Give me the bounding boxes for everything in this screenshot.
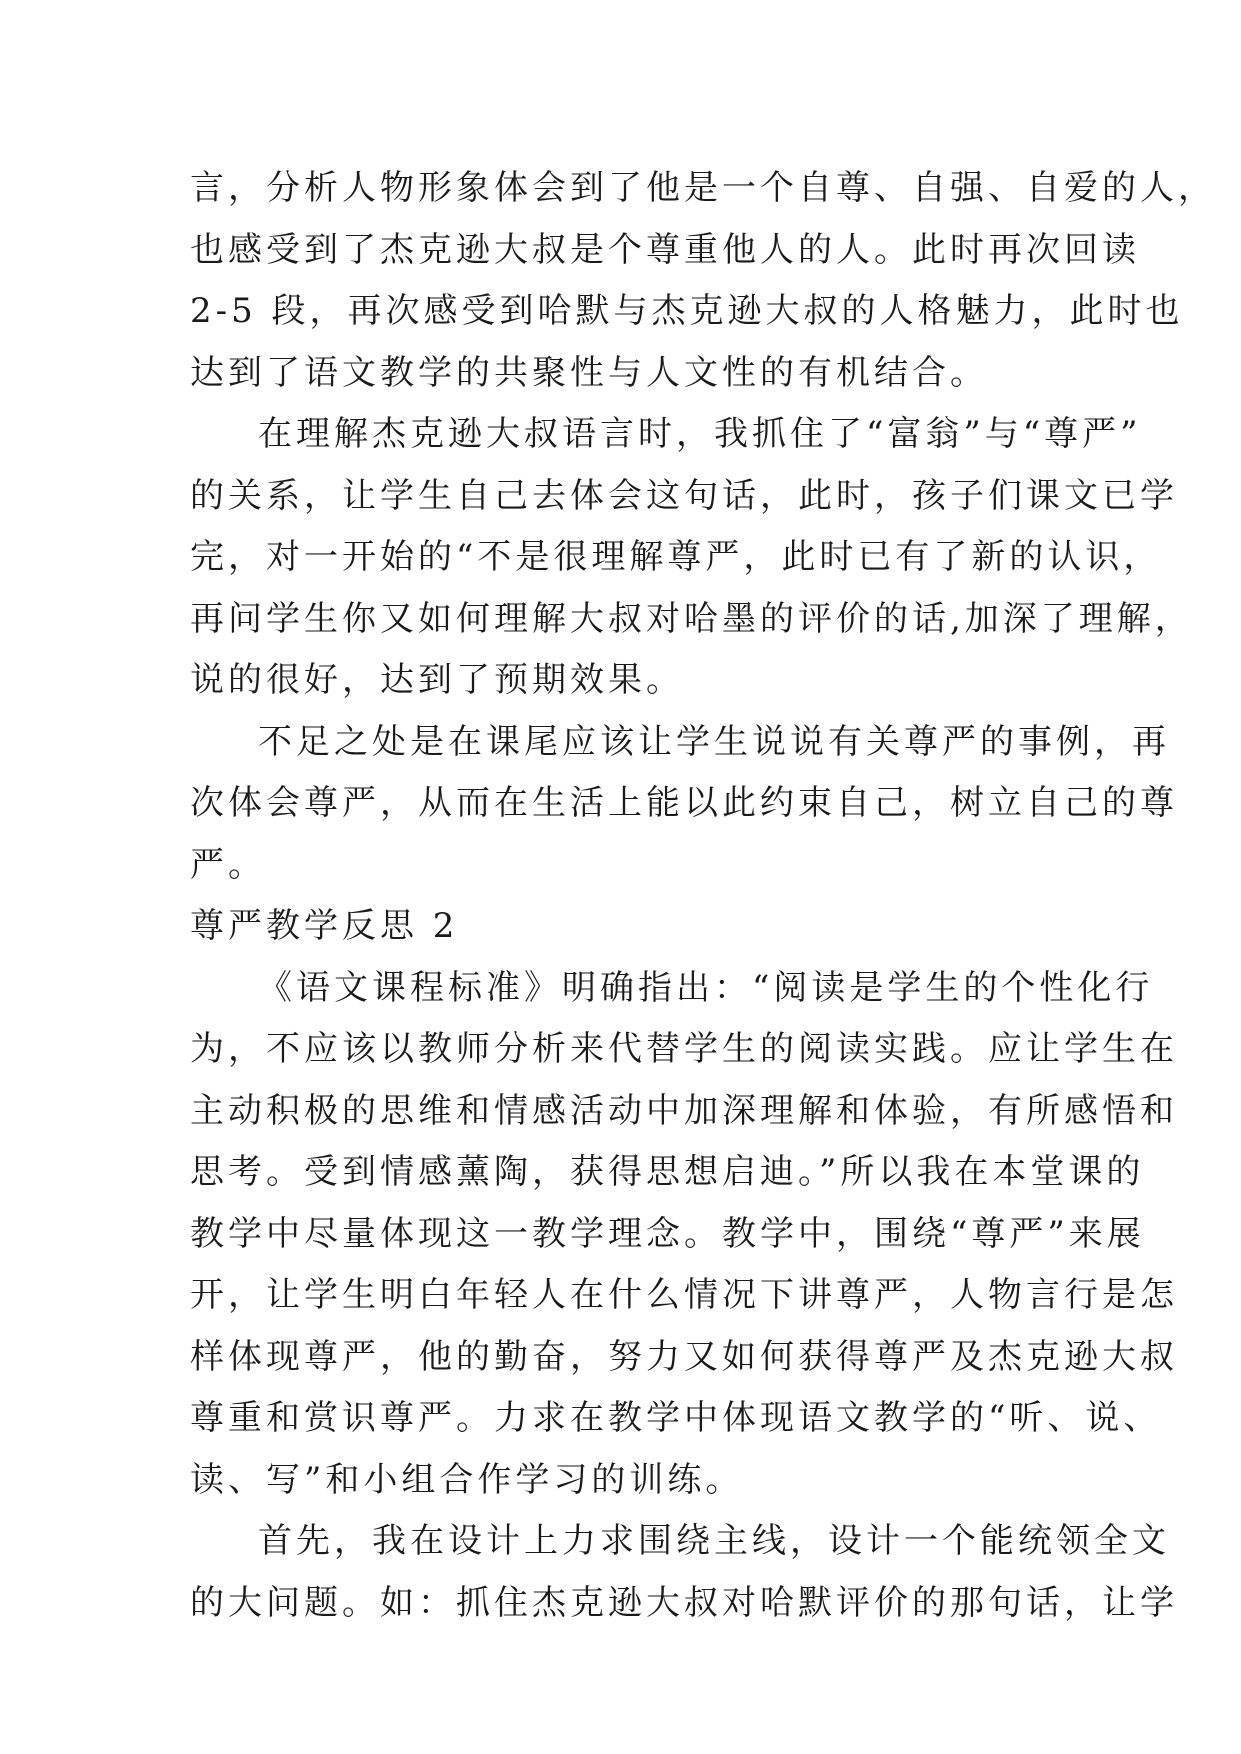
text-line: 的大问题。如：抓住杰克逊大叔对哈默评价的那句话，让学 [190,1582,1178,1623]
text-line: 《语文课程标准》明确指出：“阅读是学生的个性化行 [258,967,1154,1008]
text-line: 的关系，让学生自己去体会这句话，此时，孩子们课文已学 [190,475,1178,516]
text-line: 主动积极的思维和情感活动中加深理解和体验，有所感悟和 [190,1090,1178,1131]
text-line: 完，对一开始的“不是很理解尊严，此时已有了新的认识， [190,537,1162,577]
text-line: 为，不应该以教师分析来代替学生的阅读实践。应让学生在 [190,1029,1178,1069]
text-line: 教学中尽量体现这一教学理念。教学中，围绕“尊严”来展 [190,1213,1145,1254]
text-line: 在理解杰克逊大叔语言时，我抓住了“富翁”与“尊严” [258,414,1142,454]
text-line: 严。 [190,844,266,885]
text-line: 样体现尊严，他的勤奋，努力又如何获得尊严及杰克逊大叔 [190,1336,1178,1377]
text-line: 达到了语文教学的共聚性与人文性的有机结合。 [190,352,988,393]
text-line: 2-5 段，再次感受到哈默与杰克逊大叔的人格魅力，此时也 [190,291,1184,331]
text-line: 思考。受到情感薰陶，获得思想启迪。”所以我在本堂课的 [190,1152,1145,1192]
text-line: 次体会尊严，从而在生活上能以此约束自己，树立自己的尊 [190,783,1178,823]
text-line: 尊重和赏识尊严。力求在教学中体现语文教学的“听、说、 [190,1398,1162,1438]
text-line: 首先，我在设计上力求围绕主线，设计一个能统领全文 [258,1521,1170,1561]
text-line: 开，让学生明白年轻人在什么情况下讲尊严，人物言行是怎 [190,1275,1178,1315]
text-line: 言，分析人物形象体会到了他是一个自尊、自强、自爱的人， [190,168,1216,208]
text-line: 读、写”和小组合作学习的训练。 [190,1459,744,1500]
section-heading: 尊严教学反思 2 [190,906,459,946]
text-line: 不足之处是在课尾应该让学生说说有关尊严的事例，再 [258,721,1170,762]
document-body [190,158,1216,1634]
text-line: 也感受到了杰克逊大叔是个尊重他人的人。此时再次回读 [190,229,1140,270]
text-line: 再问学生你又如何理解大叔对哈墨的评价的话,加深了理解， [190,598,1193,639]
text-line: 说的很好，达到了预期效果。 [190,660,684,700]
